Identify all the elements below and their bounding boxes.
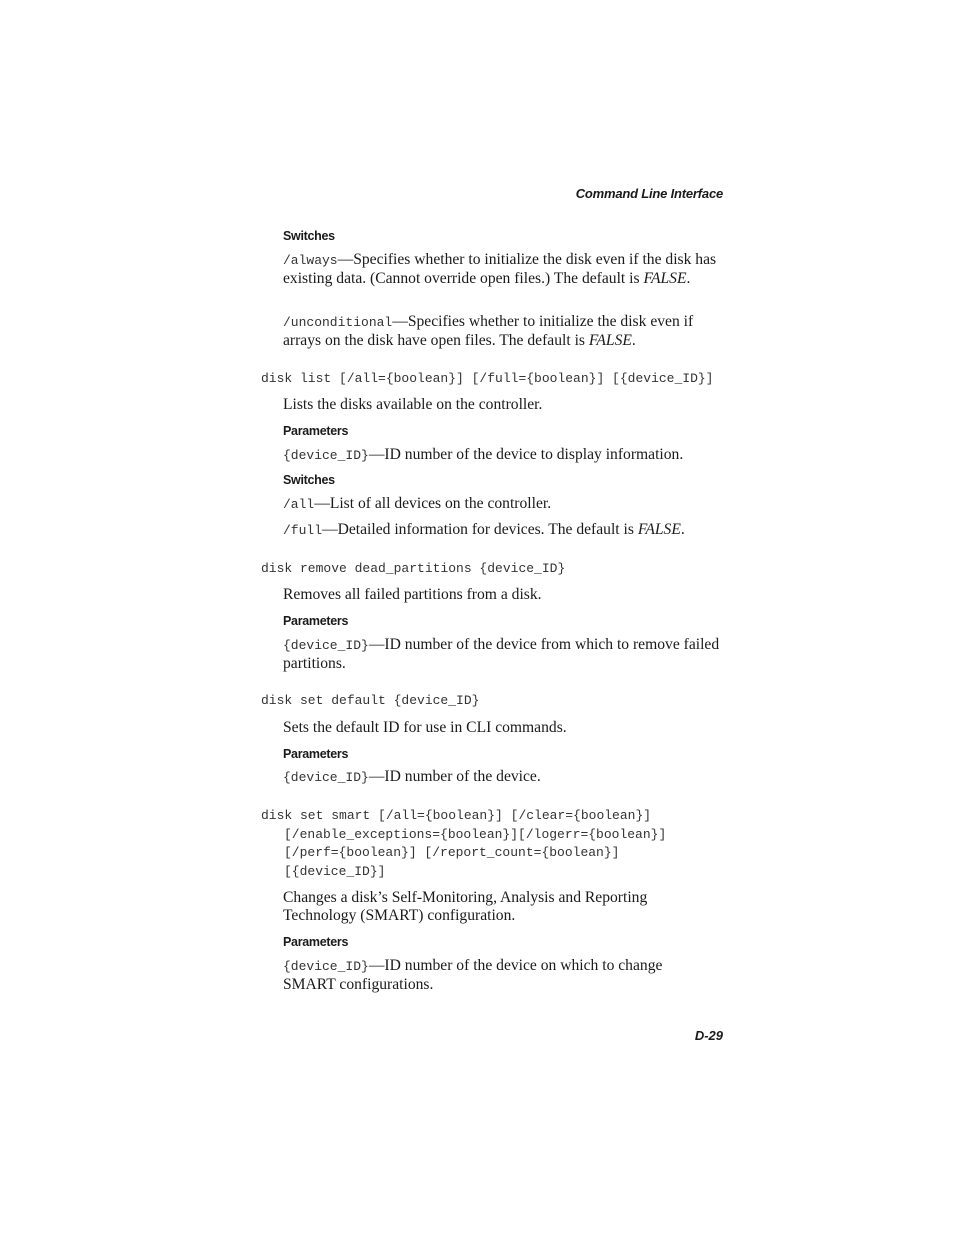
- switch-unconditional-code: /unconditional: [283, 315, 393, 330]
- disk-remove-param-device-id: {device_ID}—ID number of the device from which to remove failed partitions.: [283, 636, 720, 673]
- disk-list-description: Lists the disks available on the controller.: [283, 396, 543, 413]
- disk-set-smart-param-device-id: {device_ID}—ID number of the device on which to change SMART configurations.: [283, 957, 663, 994]
- parameters-heading: Parameters: [283, 935, 349, 949]
- command-disk-set-smart-line4: [{device_ID}]: [284, 864, 386, 879]
- parameters-heading: Parameters: [283, 614, 349, 628]
- parameters-heading: Parameters: [283, 424, 349, 438]
- command-disk-set-smart-line3: [/perf={boolean}] [/report_count={boolean}]: [284, 845, 620, 860]
- switches-heading: Switches: [283, 229, 335, 243]
- command-disk-set-smart-line1: disk set smart [/all={boolean}] [/clear={boolean}]: [261, 808, 652, 823]
- parameters-heading: Parameters: [283, 747, 349, 761]
- disk-remove-description: Removes all failed partitions from a disk.: [283, 586, 542, 603]
- param-code: {device_ID}: [283, 770, 369, 785]
- command-disk-remove-dead-partitions: disk remove dead_partitions {device_ID}: [261, 561, 566, 576]
- switch-always-description: /always—Specifies whether to initialize the disk even if the disk has existing data. (Cannot override open files.) The default is FALSE.: [283, 251, 717, 288]
- switch-unconditional-description: /unconditional—Specifies whether to initialize the disk even if arrays on the disk have open files. The default is FALSE.: [283, 313, 694, 350]
- command-disk-set-default: disk set default {device_ID}: [261, 693, 480, 708]
- disk-set-smart-description: Changes a disk’s Self-Monitoring, Analysis and Reporting Technology (SMART) configuration.: [283, 889, 648, 925]
- switch-all-code: /all: [283, 497, 315, 512]
- disk-list-param-device-id: {device_ID}—ID number of the device to display information.: [283, 446, 684, 463]
- switch-full-code: /full: [283, 523, 323, 538]
- disk-set-default-description: Sets the default ID for use in CLI commands.: [283, 719, 567, 736]
- command-disk-set-smart-line2: [/enable_exceptions={boolean}][/logerr={boolean}]: [284, 827, 667, 842]
- param-code: {device_ID}: [283, 959, 369, 974]
- command-disk-list: disk list [/all={boolean}] [/full={boolean}] [{device_ID}]: [261, 371, 714, 386]
- switch-all-description: /all—List of all devices on the controller.: [283, 495, 552, 512]
- switch-always-code: /always: [283, 253, 338, 268]
- disk-set-default-param-device-id: {device_ID}—ID number of the device.: [283, 768, 541, 785]
- running-header: Command Line Interface: [575, 186, 723, 201]
- page-number: D-29: [694, 1028, 723, 1043]
- param-code: {device_ID}: [283, 638, 369, 653]
- switches-heading: Switches: [283, 473, 335, 487]
- switch-full-description: /full—Detailed information for devices. The default is FALSE.: [283, 521, 685, 538]
- param-code: {device_ID}: [283, 448, 369, 463]
